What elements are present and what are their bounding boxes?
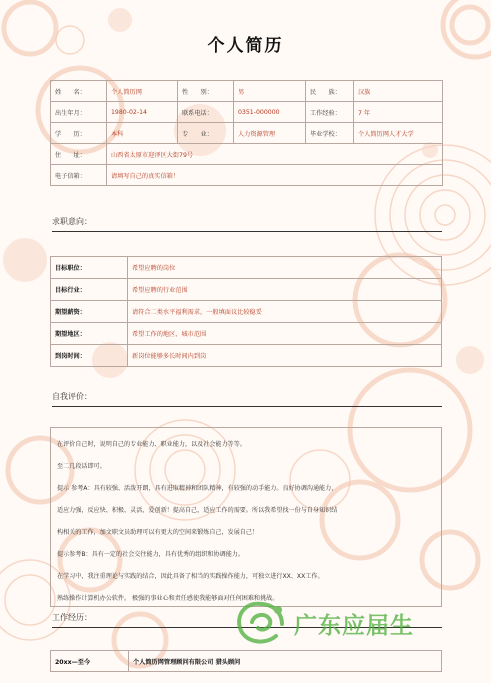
email-label: 电子信箱： <box>51 165 107 186</box>
table-row <box>51 102 443 123</box>
table-row <box>51 301 442 323</box>
self-eval-paragraph: 熟练操作计算机办公软件。 极强的事业心和责任感使我能够面对任何困难和挑战。 <box>57 595 279 602</box>
ethnicity-label: 民 族： <box>306 81 354 102</box>
table-row <box>51 345 442 367</box>
self-eval-paragraph: 适应力强，反应快、积极、灵活，爱创新！提高自己，适应工作的需要。所以我希望找一份与自身知识结 <box>57 507 338 514</box>
target-position-label: 目标职位： <box>51 257 128 279</box>
table-row <box>51 81 443 102</box>
address-label: 住 址： <box>51 144 107 165</box>
phone-label: 联系电话： <box>178 102 234 123</box>
start-date-label: 到岗时间： <box>51 345 128 367</box>
table-row <box>51 144 443 165</box>
email-value: 请填写自己的真实信箱！ <box>107 165 443 186</box>
basic-info-table <box>50 80 443 186</box>
self-eval-box <box>50 427 442 607</box>
objective-table <box>50 256 442 367</box>
experience-heading: 工作经历： <box>52 612 442 628</box>
page-title: 个人简历 <box>207 36 284 56</box>
expected-salary-value: 请符合二类水平福利需求，一般填面议比较稳妥 <box>128 301 442 323</box>
ethnicity-value: 汉族 <box>354 81 443 102</box>
self-eval-heading: 自我评价： <box>52 391 442 407</box>
table-row <box>51 123 443 144</box>
self-eval-paragraph: 提示参考B：具有一定的社会交往能力，具有优秀的组织和协调能力。 <box>57 551 244 558</box>
experience-table <box>50 650 442 672</box>
birth-label: 出生年月： <box>51 102 107 123</box>
name-label: 姓 名： <box>51 81 107 102</box>
start-date-value: 新岗位能够多长时间内到岗 <box>128 345 442 367</box>
watermark-logo-icon <box>232 598 290 648</box>
school-label: 毕业学校： <box>306 123 354 144</box>
expected-region-value: 希望工作的地区、城市范围 <box>128 323 442 345</box>
experience-years-label: 工作经验： <box>306 102 354 123</box>
self-eval-paragraph: 构相关的工作，加文职文员助理可以有更大的空间来锻炼自己，发展自己！ <box>57 529 259 536</box>
watermark <box>232 598 414 648</box>
watermark-text: 广东应届生 <box>294 612 414 639</box>
self-eval-paragraph: 至二几段话即可。 <box>57 463 106 470</box>
table-row <box>51 279 442 301</box>
experience-years-value: 7 年 <box>354 102 443 123</box>
expected-salary-label: 期望薪资： <box>51 301 128 323</box>
table-row <box>51 257 442 279</box>
address-value: 山西省太原市迎泽区大街79号 <box>107 144 443 165</box>
school-value: 个人简历网人才大学 <box>354 123 443 144</box>
target-industry-value: 希望应聘的行业范围 <box>128 279 442 301</box>
objective-heading: 求职意向： <box>52 216 442 232</box>
education-label: 学 历： <box>51 123 107 144</box>
major-value: 人力资源管理 <box>234 123 306 144</box>
gender-value: 男 <box>234 81 306 102</box>
self-eval-paragraph: 提示 参考A：具有较强、活泼开朗，具有进取精神和团队精神，有较强的动手能力。良好协调沟通能力， <box>57 485 338 492</box>
table-row <box>51 165 443 186</box>
name-value: 个人简历网 <box>107 81 178 102</box>
phone-value: 0351-000000 <box>234 102 306 123</box>
table-row <box>51 651 442 672</box>
experience-detail: 个人简历网管理顾问有限公司 猎头顾问 <box>129 651 442 672</box>
self-eval-paragraph: 在学习中，我注重理论与实践的结合，因此具备了相当的实践操作能力，可独立进行XX、XX工作。 <box>57 573 324 580</box>
experience-period: 20xx—至今 <box>51 651 129 672</box>
education-value: 本科 <box>107 123 178 144</box>
self-eval-paragraph: 在评价自己时，说明自己的专业能力、职业能力，以及社会能力等等。 <box>57 441 246 448</box>
expected-region-label: 期望地区： <box>51 323 128 345</box>
table-row <box>51 323 442 345</box>
gender-label: 性 别： <box>178 81 234 102</box>
target-industry-label: 目标行业： <box>51 279 128 301</box>
major-label: 专 业： <box>178 123 234 144</box>
birth-value: 1980-02-14 <box>107 102 178 123</box>
target-position-value: 希望应聘的岗位 <box>128 257 442 279</box>
